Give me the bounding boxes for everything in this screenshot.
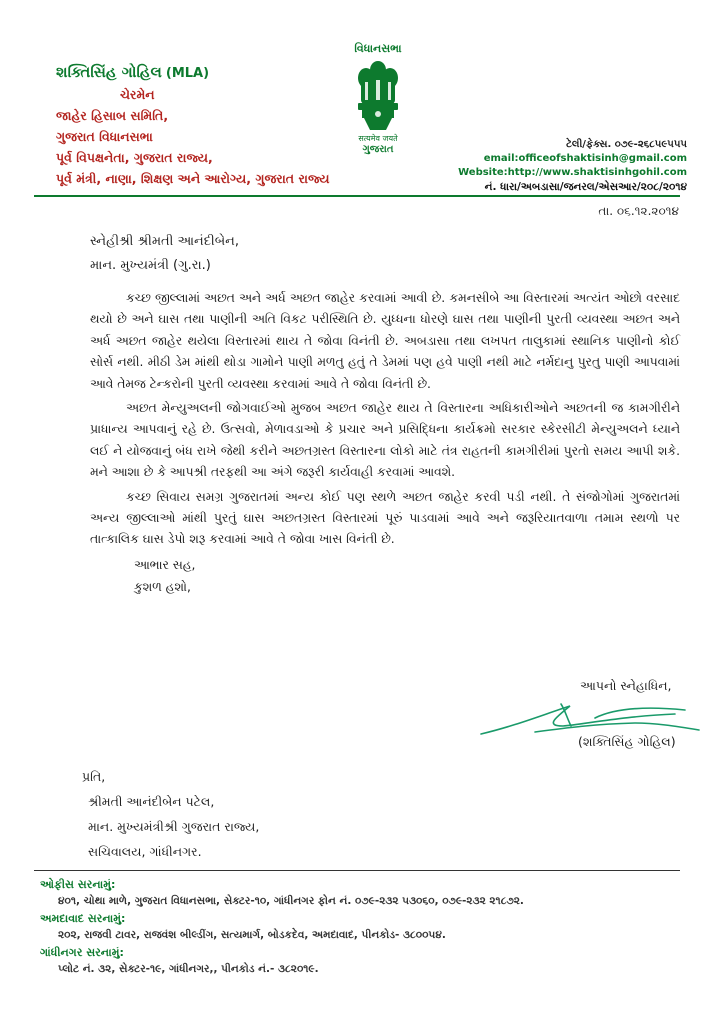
website: Website:http://www.shaktisinhgohil.com bbox=[458, 167, 687, 178]
letter-date: તા. ૦૬.૧૨.૨૦૧૪ bbox=[598, 204, 679, 218]
telfax: ટેલી/ફેક્સ. ૦૭૯-૨૬૮૫૯૫૫૫ bbox=[566, 139, 687, 150]
letterhead-left bbox=[56, 62, 356, 189]
sender-title-line: ચેરમેન bbox=[120, 87, 155, 102]
recipient-line: શ્રીમતી આનંદીબેન પટેલ, bbox=[88, 794, 215, 809]
sender-name: શક્તિસિંહ ગોહિલ bbox=[56, 63, 162, 81]
salutation bbox=[90, 230, 239, 278]
closing-line: કુશળ હશો, bbox=[134, 579, 191, 594]
sender-title-line: પૂર્વ વિપક્ષનેતા, ગુજરાત રાજ્ય, bbox=[56, 150, 213, 165]
footer-addresses bbox=[40, 876, 680, 978]
sender-title-line: ગુજરાત વિધાનસભા bbox=[56, 129, 153, 144]
recipient-line: પ્રતિ, bbox=[82, 769, 106, 784]
email: email:officeofshaktisinh@gmail.com bbox=[483, 153, 687, 164]
letter-body bbox=[90, 288, 680, 598]
address-line: પ્લોટ નં. ૩૨, સેક્ટર-૧૯, ગાંધીનગર,, પીનકોડ નં.- ૩૮૨૦૧૯. bbox=[58, 963, 319, 975]
header-divider bbox=[34, 195, 680, 197]
sender-title-line: જાહેર હિસાબ સમિતિ, bbox=[56, 108, 169, 123]
sender-name-row bbox=[56, 62, 356, 84]
reference-number: નં. ધારા/અબડાસા/જનરલ/એસઆર/૨૦૮/૨૦૧૪ bbox=[484, 181, 687, 193]
address-heading: ઓફીસ સરનામું: bbox=[40, 878, 116, 891]
emblem-state: ગુજરાત bbox=[362, 144, 394, 155]
recipient-block bbox=[82, 764, 259, 864]
address-heading: ગાંધીનગર સરનામું: bbox=[40, 946, 124, 959]
sender-title-line: પૂર્વ મંત્રી, નાણા, શિક્ષણ અને આરોગ્ય, ગુજરાત રાજ્ય bbox=[56, 171, 330, 186]
address-heading: અમદાવાદ સરનામું: bbox=[40, 912, 126, 925]
lion-capital-icon bbox=[352, 58, 404, 132]
emblem-motto: सत्यमेव जयते bbox=[358, 134, 398, 143]
letterhead-contact bbox=[387, 138, 687, 194]
body-paragraph: કચ્છ જીલ્લામાં અછત અને અર્ધ અછત જાહેર કરવામાં આવી છે. કમનસીબે આ વિસ્તારમાં અત્યંત ઓછો વરસાદ થયો છે અને ઘાસ તથા પાણીની અતિ વિકટ પરીસ્થિતિ છે. યુધ્ધના ધોરણે ઘાસ તથા પાણીની પુરતી વ્યવસ્થા અછત અને અર્ધ અછત જાહેર થયેલા વિસ્તારમાં થાય તે જોવા વિનંતી છે. અબડાસા તથા લખપત તાલુકામાં સ્થાનિક પાણીનો કોઈ સોર્સ નથી. મીઠી ડેમ માંથી થોડા ગામોને પાણી મળતુ હતું તે ડેમમાં પણ હવે પાણી નથી માટે નર્મદાનુ પુરતુ પાણી આપવામાં આવે તેમજ ટેન્કરોની પુરતી વ્યવસ્થા કરવામાં આવે તે જોવા વિનંતી છે. bbox=[90, 291, 680, 391]
salutation-line: સ્નેહીશ્રી શ્રીમતી આનંદીબેન, bbox=[90, 234, 239, 249]
address-line: ૨૦૨, રાજવી ટાવર, રાજવંશ બીલ્ડીંગ, સત્યમાર્ગ, બોડકદેવ, અમદાવાદ, પીનકોડ- ૩૮૦૦૫૪. bbox=[58, 929, 446, 941]
body-paragraph: કચ્છ સિવાય સમગ્ર ગુજરાતમાં અન્ય કોઈ પણ સ્થળે અછત જાહેર કરવી પડી નથી. તે સંજોગોમાં ગુજરાતમાં અન્ય જીલ્લાઓ માંથી પુરતું ઘાસ અછતગ્રસ્ત વિસ્તારમાં પૂરું પાડવામાં આવે અને જરૂરિયાતવાળા તમામ સ્થળો પર તાત્કાલિક ઘાસ ડેપો શરૂ કરવામાં આવે તે જોવા ખાસ વિનંતી છે. bbox=[90, 489, 680, 547]
address-line: ૪૦૧, ચોથા માળે, ગુજરાત વિધાનસભા, સેક્ટર-૧૦, ગાંધીનગર ફોન નં. ૦૭૯-૨૩૨ ૫૩૦૬૦, ૦૭૯-૨૩૨ ૨૧૮૭૨. bbox=[58, 895, 524, 907]
recipient-line: સચિવાલય, ગાંધીનગર. bbox=[88, 844, 202, 859]
signatory-name: (શક્તિસિંહ ગોહિલ) bbox=[578, 734, 676, 749]
emblem-caption: વિધાનસભા bbox=[354, 42, 402, 55]
valediction: આપનો સ્નેહાધિન, bbox=[580, 678, 672, 693]
footer-divider bbox=[34, 870, 680, 871]
recipient-line: માન. મુખ્યમંત્રીશ્રી ગુજરાત રાજ્ય, bbox=[88, 819, 260, 834]
salutation-line: માન. મુખ્યમંત્રી (ગુ.રા.) bbox=[90, 258, 211, 273]
closing-line: આભાર સહ, bbox=[134, 557, 196, 572]
body-paragraph: અછત મેન્યુઅલની જોગવાઈઓ મુજબ અછત જાહેર થાય તે વિસ્તારના અધિકારીઓને અછતની જ કામગીરીને પ્રાધાન્ય આપવાનું રહે છે. ઉત્સવો, મેળાવડાઓ કે પ્રચાર અને પ્રસિદ્ધિના કાર્યક્રમો સરકાર સ્કેરસીટી મેન્યુઅલને ધ્યાને લઈ ને યોજવાનું બંધ રાખે જેથી કરીને અછતગ્રસ્ત વિસ્તારના લોકો માટે તંત્ર રાહતની કામગીરીમાં પુરતો સમય આપી શકે. મને આશા છે કે આપશ્રી તરફથી આ અંગે જરૂરી કાર્યવાહી કરવામાં આવશે. bbox=[90, 401, 680, 480]
sender-mla: (MLA) bbox=[165, 66, 210, 81]
